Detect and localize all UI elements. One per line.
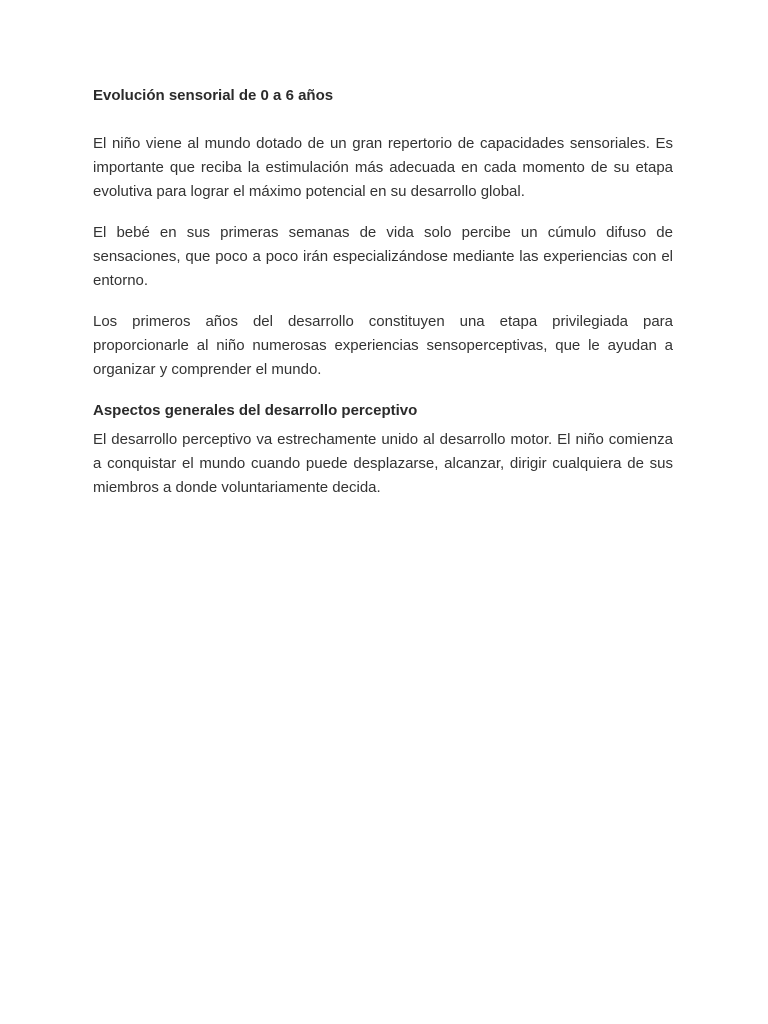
paragraph-early-years: Los primeros años del desarrollo constituyen una etapa privilegiada para proporcionarle al niño numerosas experiencias sensoperceptivas, que le ayudan a organizar y comprender el mundo. bbox=[93, 313, 673, 378]
paragraph-intro: El niño viene al mundo dotado de un gran repertorio de capacidades sensoriales. Es importante que reciba la estimulación más adecuada en cada momento de su etapa evolutiva para lograr el máximo potencial en su desarrollo global. bbox=[93, 135, 673, 200]
document-page bbox=[93, 86, 673, 500]
paragraph-perceptive-development: El desarrollo perceptivo va estrechamente unido al desarrollo motor. El niño comienza a conquistar el mundo cuando puede desplazarse, alcanzar, dirigir cualquiera de sus miembros a donde voluntariamente decida. bbox=[93, 431, 673, 496]
document-title: Evolución sensorial de 0 a 6 años bbox=[93, 87, 334, 104]
paragraph-newborn: El bebé en sus primeras semanas de vida solo percibe un cúmulo difuso de sensaciones, que poco a poco irán especializándose mediante las experiencias con el entorno. bbox=[93, 224, 673, 289]
section-heading: Aspectos generales del desarrollo perceptivo bbox=[93, 402, 418, 419]
